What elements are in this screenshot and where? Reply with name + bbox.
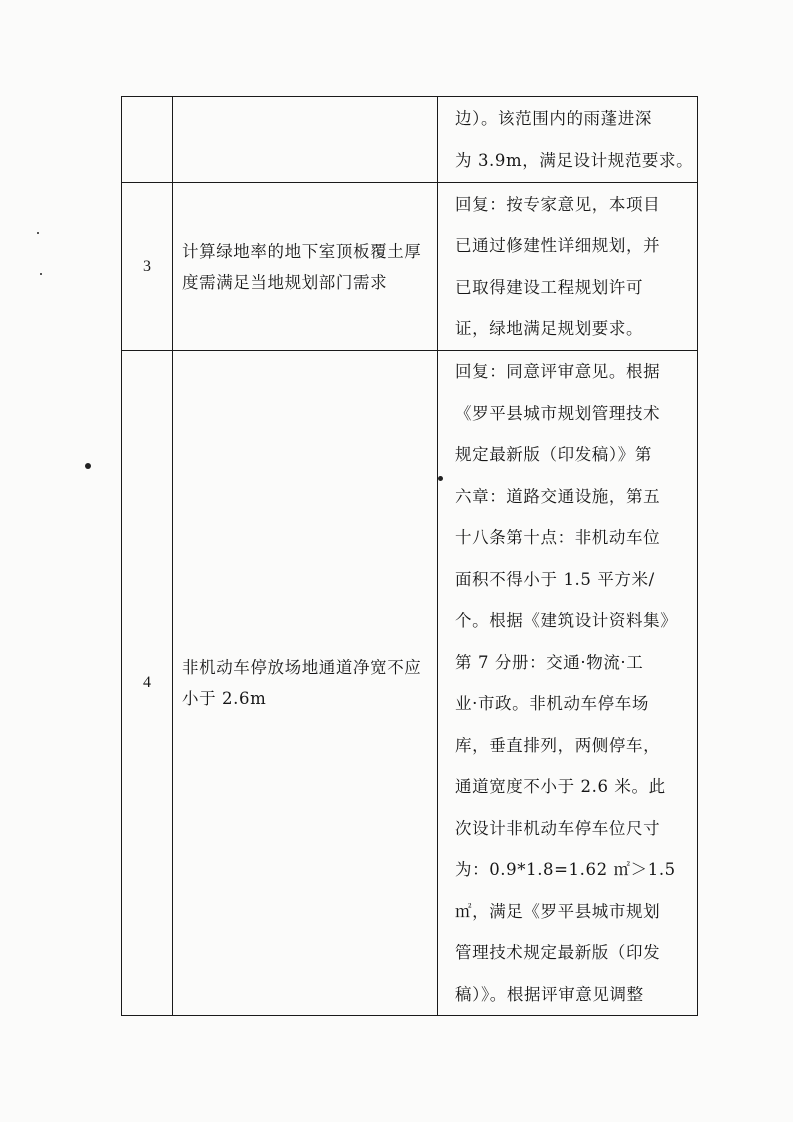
- reply-line: 业·市政。非机动车停车场: [455, 694, 649, 713]
- reply-line: 库，垂直排列，两侧停车，: [455, 735, 661, 755]
- reply-line: 已通过修建性详细规划，并: [455, 236, 661, 255]
- reply-line: 六章：道路交通设施，第五: [455, 486, 661, 506]
- review-response-table: [121, 96, 698, 1016]
- reply-line: 边）。该范围内的雨蓬进深: [455, 109, 652, 128]
- review-item: 非机动车停放场地通道净宽不应小于 2.6m: [173, 351, 438, 1016]
- reply-line: 为：0.9*1.8=1.62 ㎡＞1.5: [455, 860, 676, 879]
- reply-line: 回复：按专家意见，本项目: [455, 194, 661, 214]
- review-item: [173, 97, 438, 183]
- reply-cell: [438, 183, 698, 351]
- row-number: 3: [122, 183, 173, 351]
- reply-line: 第 7 分册：交通·物流·工: [455, 652, 644, 672]
- reply-line: 《罗平县城市规划管理技术: [455, 403, 661, 423]
- reply-line: 稿）》。根据评审意见调整: [455, 984, 644, 1004]
- review-item: 计算绿地率的地下室顶板覆土厚度需满足当地规划部门需求: [173, 183, 438, 351]
- reply-line: 面积不得小于 1.5 平方米/: [455, 569, 655, 589]
- reply-line: 次设计非机动车停车位尺寸: [455, 818, 661, 838]
- reply-line: 已取得建设工程规划许可: [455, 277, 644, 297]
- table-row: [122, 351, 698, 1016]
- row-number: [122, 97, 173, 183]
- table-row: [122, 97, 698, 183]
- reply-line: 回复：同意评审意见。根据: [455, 362, 661, 381]
- reply-line: 个。根据《建筑设计资料集》: [455, 611, 678, 630]
- reply-line: 规定最新版（印发稿）》第: [455, 445, 652, 464]
- scan-speck: [40, 273, 42, 275]
- reply-line: 证，绿地满足规划要求。: [455, 319, 644, 338]
- reply-line: 管理技术规定最新版（印发: [455, 943, 661, 962]
- reply-line: 通道宽度不小于 2.6 米。此: [455, 777, 666, 796]
- reply-cell: [438, 97, 698, 183]
- row-number: 4: [122, 351, 173, 1016]
- scan-speck: [85, 463, 91, 469]
- table-row: [122, 183, 698, 351]
- scan-speck: [37, 232, 39, 234]
- reply-line: 十八条第十点：非机动车位: [455, 528, 661, 547]
- reply-line: 为 3.9m，满足设计规范要求。: [455, 150, 694, 170]
- reply-line: ㎡，满足《罗平县城市规划: [455, 901, 661, 921]
- reply-cell: [438, 351, 698, 1016]
